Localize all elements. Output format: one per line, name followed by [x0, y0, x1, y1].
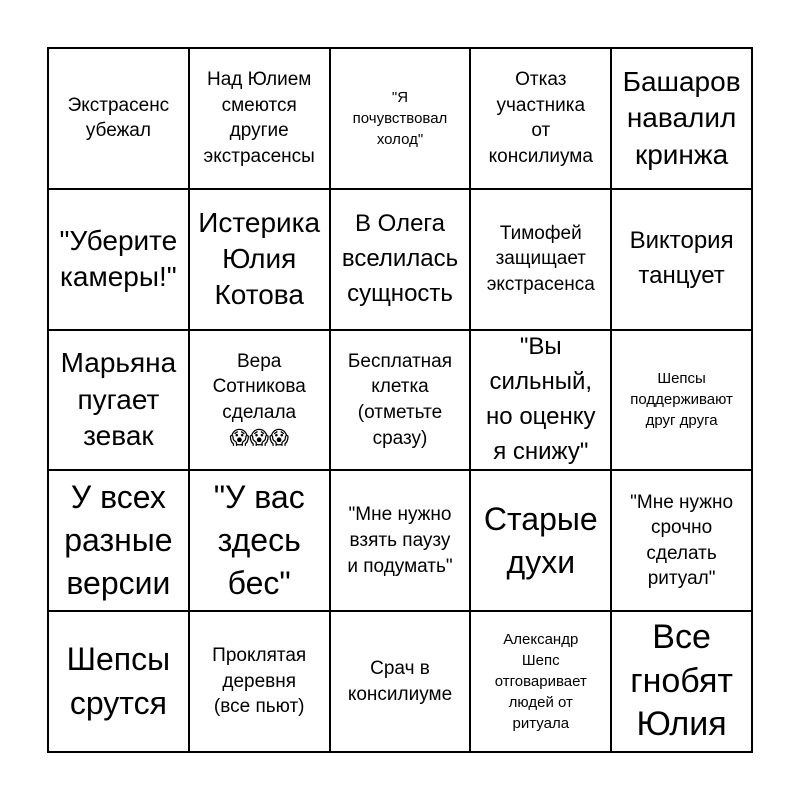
cell-text: Истерика Юлия Котова	[198, 206, 321, 311]
cell-text: Проклятая деревня (все пьют)	[212, 645, 307, 718]
bingo-cell[interactable]	[331, 190, 470, 329]
bingo-cell[interactable]	[471, 190, 610, 329]
bingo-cell[interactable]	[49, 612, 188, 751]
bingo-cell[interactable]	[49, 471, 188, 610]
bingo-cell[interactable]	[190, 471, 329, 610]
cell-text: Отказ участника от консилиума	[488, 69, 593, 168]
cell-text: "У вас здесь бес"	[213, 479, 305, 602]
cell-text: Шепсы срутся	[66, 641, 171, 721]
cell-text: У всех разные версии	[64, 479, 173, 602]
cell-text: Все гнобят Юлия	[630, 618, 733, 744]
cell-text: Александр Шепс отговаривает людей от ритуала	[494, 631, 587, 733]
bingo-cell[interactable]	[612, 471, 751, 610]
cell-text: "Я почувствовал холод"	[352, 88, 448, 148]
bingo-board	[47, 47, 753, 753]
bingo-cell[interactable]	[190, 49, 329, 188]
bingo-cell[interactable]	[190, 612, 329, 751]
cell-text: Марьяна пугает зевак	[60, 347, 177, 452]
cell-text: Виктория танцует	[629, 227, 734, 290]
bingo-cell[interactable]	[190, 190, 329, 329]
cell-text: В Олега вселилась сущность	[341, 210, 459, 307]
bingo-cell[interactable]	[612, 49, 751, 188]
bingo-cell[interactable]	[471, 471, 610, 610]
cell-text: Вера Сотникова сделала 😱😱😱	[212, 350, 306, 449]
cell-text: "Мне нужно взять паузу и подумать"	[347, 504, 453, 577]
cell-text: Срач в консилиуме	[347, 657, 453, 705]
bingo-cell[interactable]	[471, 49, 610, 188]
bingo-cell[interactable]	[331, 49, 470, 188]
cell-text: Шепсы поддерживают друг друга	[630, 370, 733, 430]
bingo-cell[interactable]	[331, 471, 470, 610]
cell-text: Тимофей защищает экстрасенса	[486, 222, 595, 296]
cell-text: "Мне нужно срочно сделать ритуал"	[630, 491, 734, 590]
bingo-cell[interactable]	[49, 49, 188, 188]
cell-text: "Уберите камеры!"	[59, 224, 178, 293]
cell-text: Старые духи	[483, 500, 598, 580]
cell-text: "Вы сильный, но оценку я снижу"	[486, 333, 596, 465]
cell-text: Башаров навалил кринжа	[622, 65, 741, 170]
cell-text: Экстрасенс убежал	[67, 94, 170, 142]
bingo-cell[interactable]	[331, 331, 470, 470]
bingo-cell[interactable]	[190, 331, 329, 470]
bingo-cell[interactable]	[49, 190, 188, 329]
bingo-cell[interactable]	[331, 612, 470, 751]
bingo-cell[interactable]	[471, 612, 610, 751]
cell-text: Над Юлием смеются другие экстрасенсы	[203, 69, 315, 168]
bingo-cell[interactable]	[49, 331, 188, 470]
bingo-cell[interactable]	[471, 331, 610, 470]
bingo-cell[interactable]	[612, 612, 751, 751]
bingo-cell[interactable]	[612, 331, 751, 470]
cell-text: Бесплатная клетка (отметьте сразу)	[347, 350, 453, 449]
bingo-cell[interactable]	[612, 190, 751, 329]
